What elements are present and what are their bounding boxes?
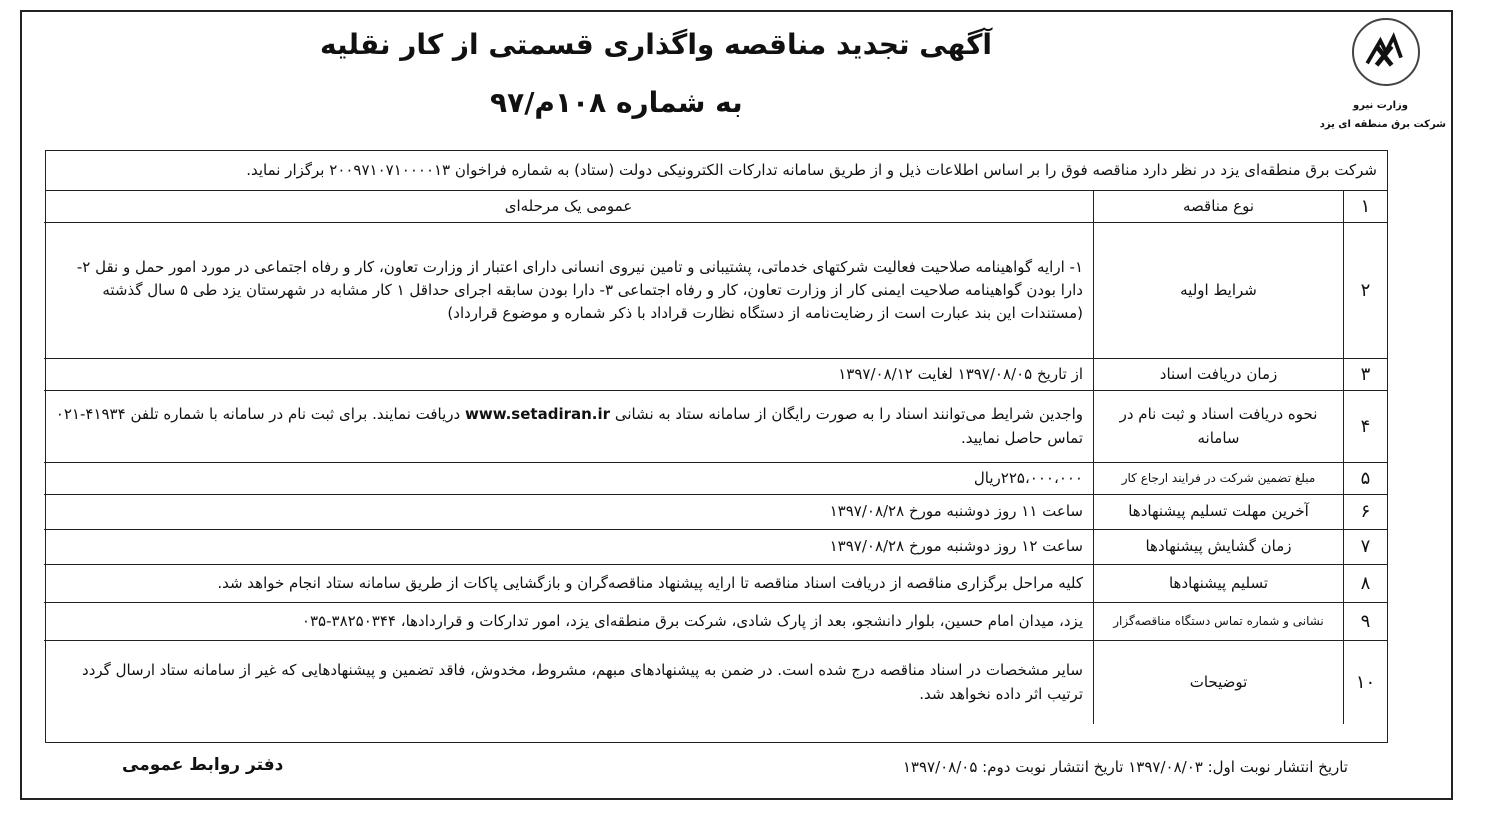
docs-text-before: واجدین شرایط می‌توانند اسناد را به صورت رایگان از سامانه ستاد به نشانی	[614, 405, 1083, 424]
public-relations-office: دفتر روابط عمومی	[122, 755, 284, 775]
row-value: ساعت ۱۲ روز دوشنبه مورخ ۱۳۹۷/۰۸/۲۸	[44, 530, 1093, 565]
row-number: ۱	[1343, 191, 1387, 223]
row-label: نحوه دریافت اسناد و ثبت نام در سامانه	[1093, 391, 1343, 463]
publication-dates: تاریخ انتشار نوبت اول: ۱۳۹۷/۰۸/۰۳ تاریخ انتشار نوبت دوم: ۱۳۹۷/۰۸/۰۵	[902, 758, 1348, 776]
row-value: ساعت ۱۱ روز دوشنبه مورخ ۱۳۹۷/۰۸/۲۸	[44, 495, 1093, 530]
tender-table	[45, 190, 1388, 743]
lightning-logo-icon	[1354, 20, 1418, 84]
row-number: ۲	[1343, 223, 1387, 359]
row-value: از تاریخ ۱۳۹۷/۰۸/۰۵ لغایت ۱۳۹۷/۰۸/۱۲	[44, 359, 1093, 391]
ministry-name: وزارت نیرو	[1353, 100, 1408, 111]
docs-text-after: دریافت نمایند. برای ثبت نام در سامانه با شماره تلفن ۴۱۹۳۴-۰۲۱ تماس حاصل نمایید.	[55, 405, 1083, 447]
row-value: سایر مشخصات در اسناد مناقصه درج شده است. در ضمن به پیشنهادهای مبهم، مشروط، مخدوش، فاقد تضمین و پیشنهادهایی که غیر از سامانه ستاد ارسال گردد ترتیب اثر داده نخواهد شد.	[82, 661, 1083, 703]
row-value: ۲۲۵،۰۰۰،۰۰۰ریال	[44, 463, 1093, 495]
row-number: ۶	[1343, 495, 1387, 530]
row-value: کلیه مراحل برگزاری مناقصه از دریافت اسناد مناقصه تا ارایه پیشنهاد مناقصه‌گران و بازگشایی پاکات از طریق سامانه ستاد انجام خواهد شد.	[44, 565, 1093, 603]
row-label: آخرین مهلت تسلیم پیشنهادها	[1093, 495, 1343, 530]
notice-title: آگهی تجدید مناقصه واگذاری قسمتی از کار نقلیه	[320, 28, 992, 61]
row-label: نوع مناقصه	[1093, 191, 1343, 223]
ministry-logo-icon	[1352, 18, 1420, 86]
notice-number: به شماره ۱۰۸م/۹۷	[490, 86, 743, 119]
company-name: شرکت برق منطقه ای یزد	[1319, 119, 1446, 130]
row-number: ۹	[1343, 603, 1387, 641]
row-value: عمومی یک مرحله‌ای	[44, 191, 1093, 223]
row-label: زمان دریافت اسناد	[1093, 359, 1343, 391]
row-label: تسلیم پیشنهادها	[1093, 565, 1343, 603]
conditions-text: ۱- ارایه گواهینامه صلاحیت فعالیت شرکتهای خدماتی، پشتیبانی و تامین نیروی انسانی دارای اعتبار از وزارت تعاون، کار و رفاه اجتماعی در مورد امور حمل و نقل ۲- دارا بودن گواهینامه صلاحیت ایمنی کار از وزارت تعاون، کار و رفاه اجتماعی ۳- دارا بودن سابقه اجرای حداقل ۱ کار مشابه در شهرستان یزد طی ۵ سال گذشته (مستندات این بند عبارت است از رضایت‌نامه از دستگاه نظارت قراداد با ذکر شماره و موضوع قرارداد)	[76, 257, 1083, 323]
row-value	[44, 391, 1093, 463]
row-number: ۷	[1343, 530, 1387, 565]
row-number: ۳	[1343, 359, 1387, 391]
row-label: نشانی و شماره تماس دستگاه مناقصه‌گزار	[1093, 603, 1343, 641]
row-value: یزد، میدان امام حسین، بلوار دانشجو، بعد از پارک شادی، شرکت برق منطقه‌ای یزد، امور تدارکات و قراردادها، ۳۸۲۵۰۳۴۴-۰۳۵	[44, 603, 1093, 641]
row-label: توضیحات	[1093, 641, 1343, 724]
intro-text: شرکت برق منطقه‌ای یزد در نظر دارد مناقصه فوق را بر اساس اطلاعات ذیل و از طریق سامانه تدارکات الکترونیکی دولت (ستاد) به شماره فراخوان ۲۰۰۹۷۱۰۷۱۰۰۰۰۱۳ برگزار نماید.	[45, 150, 1388, 190]
row-number: ۴	[1343, 391, 1387, 463]
row-number: ۱۰	[1343, 641, 1387, 724]
row-label: شرایط اولیه	[1093, 223, 1343, 359]
row-label: زمان گشایش پیشنهادها	[1093, 530, 1343, 565]
website-link[interactable]: www.setadiran.ir	[465, 405, 611, 424]
row-number: ۵	[1343, 463, 1387, 495]
row-label: مبلغ تضمین شرکت در فرایند ارجاع کار	[1093, 463, 1343, 495]
row-value	[44, 223, 1093, 359]
row-number: ۸	[1343, 565, 1387, 603]
